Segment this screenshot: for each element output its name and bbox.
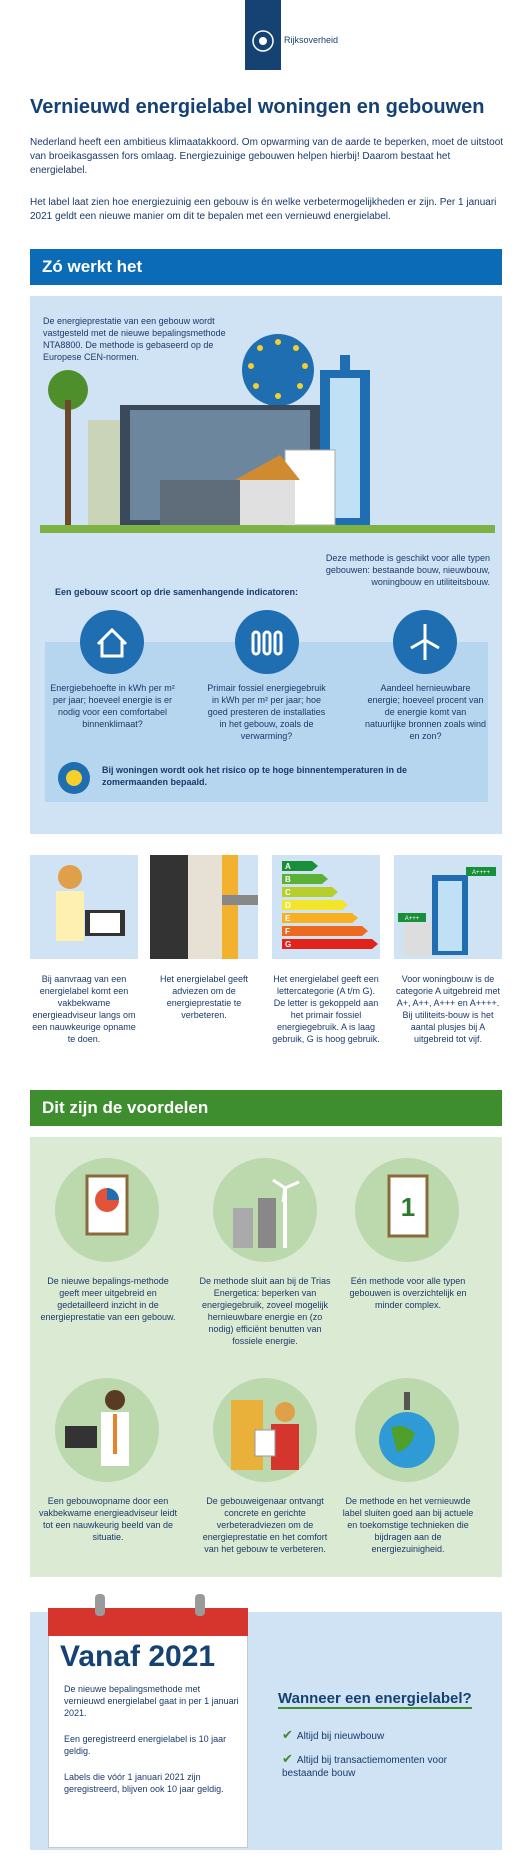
wind-turbine-icon: [393, 610, 457, 674]
sun-icon: [58, 762, 90, 794]
page-title: Vernieuwd energielabel woningen en gebouwen: [30, 96, 485, 118]
when-item: ✔ Altijd bij transactiemomenten voor bestaande bouw: [282, 1751, 447, 1779]
clipboard-number-icon: [355, 1158, 459, 1262]
buildings-illustration: [40, 330, 495, 540]
label-bar: [282, 913, 358, 923]
tower-label-text: A++++: [471, 870, 491, 876]
when-item: ✔ Altijd bij nieuwbouw: [282, 1727, 385, 1742]
indicator-text: Energiebehoefte in kWh per m² per jaar; hoeveel energie is er nodig voor een comfortabel binnenklimaat?: [50, 683, 175, 729]
label-letter: D: [285, 901, 291, 910]
benefit-text: De methode sluit aan bij de Trias Energetica: beperken van energiegebruik, zoveel mogelijk hernieuwbare energie en (zo nodig) efficiënt benutten van fossiele energie.: [199, 1276, 331, 1346]
intro-paragraph: Het label laat zien hoe energiezuinig een gebouw is én welke verbetermogelijkheden er zijn. Per 1 januari 2021 geldt een nieuwe manier om dit te bepalen met een vernieuwd energielabel.: [30, 197, 497, 222]
step-text: Het energielabel geeft een lettercategorie (A t/m G). De letter is gekoppeld aan het primair fossiel energiegebruik. A is laag gebruik, G is hoog gebruik.: [272, 974, 380, 1044]
calendar-header: [48, 1608, 248, 1636]
indicator-text: Aandeel hernieuwbare energie; hoeveel procent van de energie komt van natuurlijke bronnen zoals wind en zon?: [364, 683, 487, 741]
when-title: Wanneer een energielabel?: [278, 1690, 472, 1707]
calendar-ring: [195, 1594, 205, 1616]
label-letter: B: [285, 875, 291, 884]
vanaf-paragraph: Een geregistreerd energielabel is 10 jaar geldig.: [64, 1734, 227, 1756]
label-letter: G: [285, 940, 292, 949]
label-letter: C: [285, 888, 291, 897]
benefit-text: Een gebouwopname door een vakbekwame energieadviseur leidt tot een nauwkeurig beeld van de situatie.: [38, 1496, 178, 1542]
vanaf-paragraph: De nieuwe bepalingsmethode met vernieuwd energielabel gaat in per 1 januari 2021.: [64, 1684, 239, 1718]
label-bar: [282, 939, 378, 949]
vanaf-paragraph: Labels die vóór 1 januari 2021 zijn geregistreerd, blijven ook 10 jaar geldig.: [64, 1772, 224, 1794]
clipboard-number: 1: [400, 1192, 416, 1222]
radiator-icon: [235, 610, 299, 674]
label-letter: A: [285, 862, 291, 871]
indicator-heading: Een gebouw scoort op drie samenhangende indicatoren:: [55, 587, 299, 597]
house-icon: [80, 610, 144, 674]
insulation-illustration: [150, 855, 258, 959]
tower-label-text: A+++: [404, 916, 420, 922]
vanaf-title: Vanaf 2021: [60, 1640, 216, 1673]
label-bar: [282, 926, 368, 936]
step-text: Het energielabel geeft adviezen om de energieprestatie te verbeteren.: [159, 974, 249, 1020]
benefit-text: Eén methode voor alle typen gebouwen is overzichtelijk en minder complex.: [349, 1276, 467, 1310]
section-heading-benefits: Dit zijn de voordelen: [30, 1090, 502, 1126]
benefit-text: De methode en het vernieuwde label sluiten goed aan bij actuele en toekomstige technieken die bijdragen aan de energiezuinigheid.: [342, 1496, 474, 1554]
intro-paragraph: Nederland heeft een ambitieus klimaatakkoord. Om opwarming van de aarde te beperken, moet de uitstoot van broeikasgassen fors omlaag. Energiezuinige gebouwen helpen hierbij! Daarom bestaat het energielabel.: [30, 137, 504, 176]
check-icon: ✔: [282, 1727, 293, 1742]
indicator-text: Primair fossiel energiegebruik in kWh per m² per jaar; hoe goed presteren de installaties in het gebouw, zoals de verwarming?: [207, 683, 326, 741]
risk-text: Bij woningen wordt ook het risico op te hoge binnentemperaturen in de zomermaanden bepaald.: [102, 765, 408, 787]
calendar-ring: [95, 1594, 105, 1616]
globe-tech-icon: [355, 1378, 459, 1482]
advisor-tablet-icon: [55, 1378, 159, 1482]
step-text: Voor woningbouw is de categorie A uitgebreid met A+, A++, A+++ en A++++. Bij utiliteits-bouw is het aantal plusjes bij A uitgebreid tot vijf.: [395, 974, 501, 1044]
step-text: Bij aanvraag van een energielabel komt een vakbekwame energieadviseur langs om een nauwkeurige opname te doen.: [32, 974, 136, 1044]
owner-document-icon: [213, 1378, 317, 1482]
label-letter: E: [285, 914, 291, 923]
crest-icon: [250, 28, 276, 54]
city-wind-icon: [213, 1158, 317, 1262]
advisor-illustration: [30, 855, 138, 959]
benefit-text: De gebouweigenaar ontvangt concrete en gerichte verbeteradviezen om de energieprestatie en het comfort van het gebouw te verbeteren.: [202, 1496, 328, 1554]
label-bar: [282, 900, 348, 910]
benefit-text: De nieuwe bepalings-methode geeft meer uitgebreid en gedetailleerd inzicht in de energieprestatie van een gebouw.: [40, 1276, 176, 1322]
check-icon: ✔: [282, 1751, 293, 1766]
brand-name[interactable]: Rijksoverheid: [284, 35, 339, 45]
energy-label-illustration: [272, 855, 380, 959]
how-text: De energieprestatie van een gebouw wordt vastgesteld met de nieuwe bepalingsmethode NTA8800. De methode is gebaseerd op de Europese CEN-normen.: [43, 316, 226, 362]
clipboard-chart-icon: [55, 1158, 159, 1262]
how-suitable-text: Deze methode is geschikt voor alle typen gebouwen: bestaande bouw, nieuwbouw, woningbouw en utiliteitsbouw.: [325, 553, 490, 587]
tower-illustration: [394, 855, 502, 959]
label-letter: F: [285, 927, 290, 936]
section-heading-how: Zó werkt het: [30, 249, 502, 285]
